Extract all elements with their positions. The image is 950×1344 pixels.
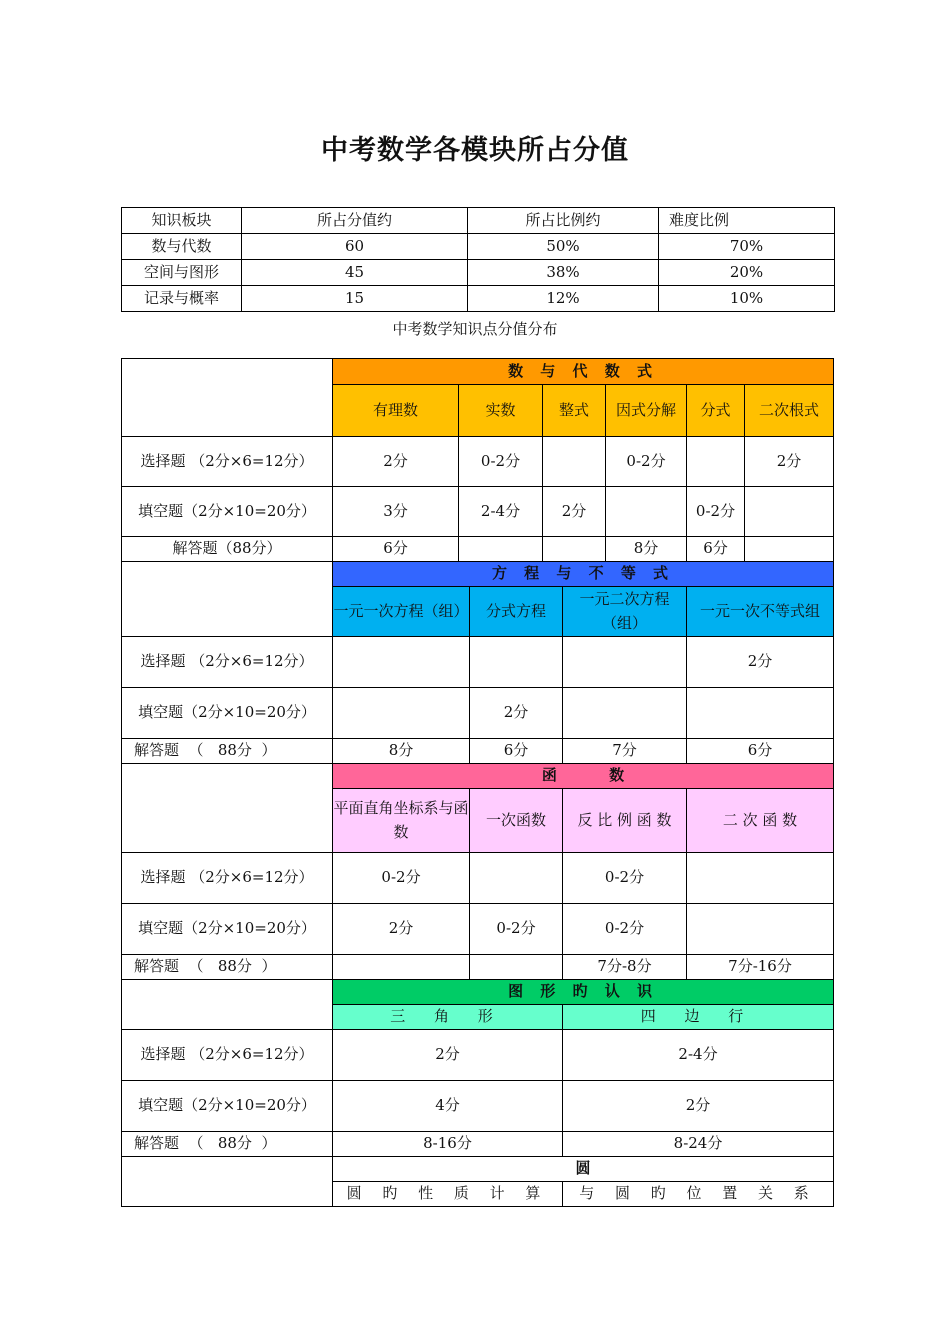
- table-row: [122, 853, 834, 904]
- table-cell: 2分: [333, 1030, 563, 1081]
- table-cell: 8分: [333, 739, 470, 764]
- column-header: 圆 旳 性 质 计 算: [333, 1182, 563, 1207]
- table-cell: [563, 688, 687, 739]
- table-cell: 4分: [333, 1081, 563, 1132]
- section-header-row: [122, 562, 834, 587]
- blank-cell: [122, 980, 333, 1030]
- blank-cell: [122, 359, 333, 437]
- table-cell: 0-2分: [333, 853, 470, 904]
- table-cell: 8-16分: [333, 1132, 563, 1157]
- table-cell: 7分: [563, 739, 687, 764]
- table-cell: 7分-16分: [687, 955, 834, 980]
- table-row: [122, 739, 834, 764]
- table-cell: 10%: [659, 286, 835, 312]
- table-cell: [745, 537, 834, 562]
- section-header-row: [122, 764, 834, 789]
- table-cell: [543, 437, 606, 487]
- row-label: 选择题 （2分×6=12分）: [122, 637, 333, 688]
- row-label: 解答题 （ 88分 ）: [122, 1132, 333, 1157]
- table-cell: [543, 537, 606, 562]
- column-header: 四 边 行: [563, 1005, 834, 1030]
- table-header-row: [122, 208, 835, 234]
- table-cell: [687, 437, 745, 487]
- table-cell: 6分: [470, 739, 563, 764]
- table-cell: 2分: [333, 904, 470, 955]
- table-cell: 38%: [468, 260, 659, 286]
- row-label: 填空题（2分×10=20分）: [122, 904, 333, 955]
- table-cell: 12%: [468, 286, 659, 312]
- table-cell: 0-2分: [470, 904, 563, 955]
- row-label: 解答题 （ 88分 ）: [122, 955, 333, 980]
- table-row: [122, 904, 834, 955]
- table-cell: 60: [242, 234, 468, 260]
- table-row: [122, 537, 834, 562]
- table-cell: 2分: [563, 1081, 834, 1132]
- table-cell: 20%: [659, 260, 835, 286]
- row-label: 选择题 （2分×6=12分）: [122, 1030, 333, 1081]
- table-row: [122, 487, 834, 537]
- distribution-subtitle: 中考数学知识点分值分布: [392, 320, 558, 338]
- table-row: [122, 955, 834, 980]
- column-header: 二 次 函 数: [687, 789, 834, 853]
- table-cell: 0-2分: [563, 904, 687, 955]
- table-cell: 2-4分: [563, 1030, 834, 1081]
- table-cell: 2-4分: [459, 487, 543, 537]
- section-title: 函 数: [333, 764, 834, 789]
- section-header-row: [122, 980, 834, 1005]
- table-row: [122, 234, 835, 260]
- table-cell: 50%: [468, 234, 659, 260]
- table-cell: [470, 637, 563, 688]
- table-cell: [459, 537, 543, 562]
- column-header: 与 圆 旳 位 置 关 系: [563, 1182, 834, 1207]
- knowledge-distribution-table: [121, 358, 834, 1207]
- table-cell: 2分: [470, 688, 563, 739]
- module-score-table: [121, 207, 835, 312]
- blank-cell: [122, 562, 333, 637]
- row-label: 选择题 （2分×6=12分）: [122, 853, 333, 904]
- table-row: [122, 1081, 834, 1132]
- table-cell: 记录与概率: [122, 286, 242, 312]
- table-cell: 0-2分: [563, 853, 687, 904]
- table-cell: 6分: [687, 739, 834, 764]
- column-header: 一元二次方程（组）: [563, 587, 687, 637]
- row-label: 选择题 （2分×6=12分）: [122, 437, 333, 487]
- header-cell: 所占比例约: [468, 208, 659, 234]
- blank-cell: [122, 764, 333, 853]
- table-cell: [687, 904, 834, 955]
- table-row: [122, 286, 835, 312]
- row-label: 填空题（2分×10=20分）: [122, 1081, 333, 1132]
- section-title: 图 形 旳 认 识: [333, 980, 834, 1005]
- table-cell: 0-2分: [687, 487, 745, 537]
- column-header: 平面直角坐标系与函数: [333, 789, 470, 853]
- section-title: 方 程 与 不 等 式: [333, 562, 834, 587]
- table-row: [122, 1030, 834, 1081]
- table-cell: [687, 688, 834, 739]
- header-cell: 知识板块: [122, 208, 242, 234]
- table-cell: 15: [242, 286, 468, 312]
- table-row: [122, 688, 834, 739]
- row-label: 填空题（2分×10=20分）: [122, 487, 333, 537]
- section-title: 数 与 代 数 式: [333, 359, 834, 385]
- column-header: 反 比 例 函 数: [563, 789, 687, 853]
- section-title: 圆: [333, 1157, 834, 1182]
- table-cell: 空间与图形: [122, 260, 242, 286]
- table-cell: 2分: [687, 637, 834, 688]
- table-cell: [687, 853, 834, 904]
- column-header: 实数: [459, 385, 543, 437]
- table-cell: 45: [242, 260, 468, 286]
- row-label: 解答题（88分）: [122, 537, 333, 562]
- column-header: 一元一次方程（组）: [333, 587, 470, 637]
- table-cell: 2分: [333, 437, 459, 487]
- table-cell: 0-2分: [606, 437, 687, 487]
- table-cell: [606, 487, 687, 537]
- table-cell: 6分: [687, 537, 745, 562]
- table-cell: 3分: [333, 487, 459, 537]
- column-header: 一元一次不等式组: [687, 587, 834, 637]
- table-row: [122, 260, 835, 286]
- table-cell: 8分: [606, 537, 687, 562]
- table-cell: 2分: [543, 487, 606, 537]
- row-label: 填空题（2分×10=20分）: [122, 688, 333, 739]
- table-cell: [333, 955, 470, 980]
- table-cell: 0-2分: [459, 437, 543, 487]
- table-row: [122, 637, 834, 688]
- table-cell: [333, 637, 470, 688]
- header-cell: 难度比例: [659, 208, 835, 234]
- table-cell: 6分: [333, 537, 459, 562]
- header-cell: 所占分值约: [242, 208, 468, 234]
- table-row: [122, 437, 834, 487]
- table-cell: [470, 853, 563, 904]
- table-cell: 7分-8分: [563, 955, 687, 980]
- section-header-row: [122, 359, 834, 385]
- table-row: [122, 1132, 834, 1157]
- column-header: 一次函数: [470, 789, 563, 853]
- column-header: 有理数: [333, 385, 459, 437]
- table-cell: 70%: [659, 234, 835, 260]
- column-header: 因式分解: [606, 385, 687, 437]
- table-cell: 数与代数: [122, 234, 242, 260]
- section-header-row: [122, 1157, 834, 1182]
- blank-cell: [122, 1157, 333, 1207]
- table-cell: [745, 487, 834, 537]
- table-cell: [563, 637, 687, 688]
- table-cell: 8-24分: [563, 1132, 834, 1157]
- column-header: 二次根式: [745, 385, 834, 437]
- column-header: 整式: [543, 385, 606, 437]
- column-header: 三 角 形: [333, 1005, 563, 1030]
- column-header: 分式: [687, 385, 745, 437]
- page-title: 中考数学各模块所占分值: [321, 135, 629, 166]
- table-cell: [333, 688, 470, 739]
- column-header: 分式方程: [470, 587, 563, 637]
- table-cell: 2分: [745, 437, 834, 487]
- row-label: 解答题 （ 88分 ）: [122, 739, 333, 764]
- table-cell: [470, 955, 563, 980]
